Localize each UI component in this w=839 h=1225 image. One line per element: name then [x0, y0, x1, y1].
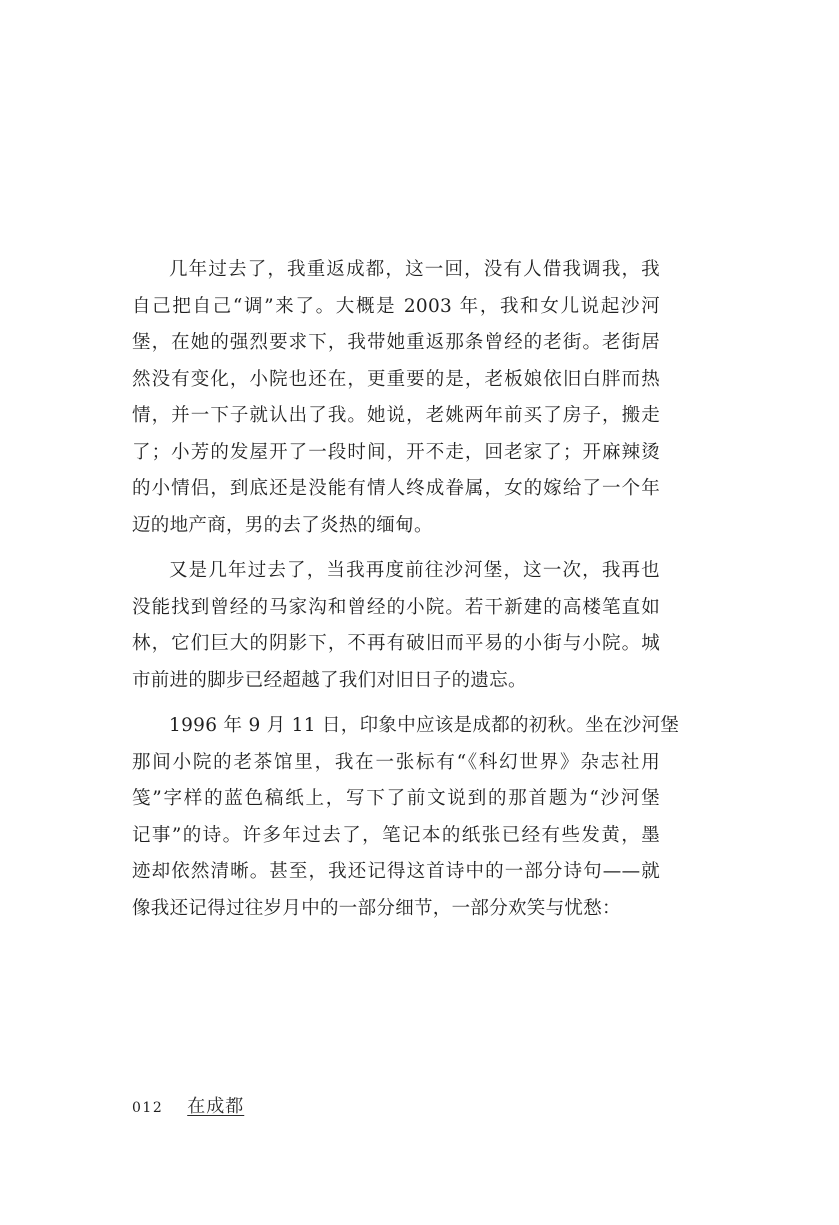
text-line: 又是几年过去了，当我再度前往沙河堡，这一次，我再也: [169, 560, 660, 581]
text-line: 没能找到曾经的马家沟和曾经的小院。若干新建的高楼笔直如: [132, 596, 660, 618]
text-line: 1996 年 9 月 11 日，印象中应该是成都的初秋。坐在沙河堡: [169, 715, 680, 736]
body-text: [132, 252, 680, 927]
text-line: 那间小院的老茶馆里，我在一张标有“《科幻世界》杂志社用: [132, 751, 660, 773]
page-footer: [132, 1092, 244, 1118]
paragraph-1: [132, 252, 660, 544]
text-line: 几年过去了，我重返成都，这一回，没有人借我调我，我: [169, 259, 660, 280]
page-number: 012: [132, 1100, 164, 1116]
text-line: 然没有变化，小院也还在，更重要的是，老板娘依旧白胖而热: [132, 368, 660, 390]
text-line: 市前进的脚步已经超越了我们对旧日子的遗忘。: [132, 669, 527, 691]
text-line: 自己把自己“调”来了。大概是 2003 年，我和女儿说起沙河: [132, 295, 660, 317]
text-line: 像我还记得过往岁月中的一部分细节，一部分欢笑与忧愁：: [132, 897, 621, 919]
text-line: 林，它们巨大的阴影下，不再有破旧而平易的小街与小院。城: [132, 633, 660, 654]
paragraph-2: [132, 553, 660, 699]
text-line: 迹却依然清晰。甚至，我还记得这首诗中的一部分诗句——就: [132, 861, 660, 882]
text-line: 堡，在她的强烈要求下，我带她重返那条曾经的老街。老街居: [132, 332, 660, 353]
running-title: 在成都: [187, 1096, 245, 1117]
text-line: 记事”的诗。许多年过去了，笔记本的纸张已经有些发黄，墨: [132, 824, 660, 846]
text-line: 了；小芳的发屋开了一段时间，开不走，回老家了；开麻辣烫: [132, 441, 660, 463]
text-line: 情，并一下子就认出了我。她说，老姚两年前买了房子，搬走: [132, 405, 660, 426]
text-line: 笺”字样的蓝色稿纸上，写下了前文说到的那首题为“沙河堡: [132, 788, 660, 809]
text-line: 的小情侣，到底还是没能有情人终成眷属，女的嫁给了一个年: [132, 478, 660, 499]
text-line: 迈的地产商，男的去了炎热的缅甸。: [132, 514, 433, 536]
paragraph-3: [132, 708, 680, 927]
